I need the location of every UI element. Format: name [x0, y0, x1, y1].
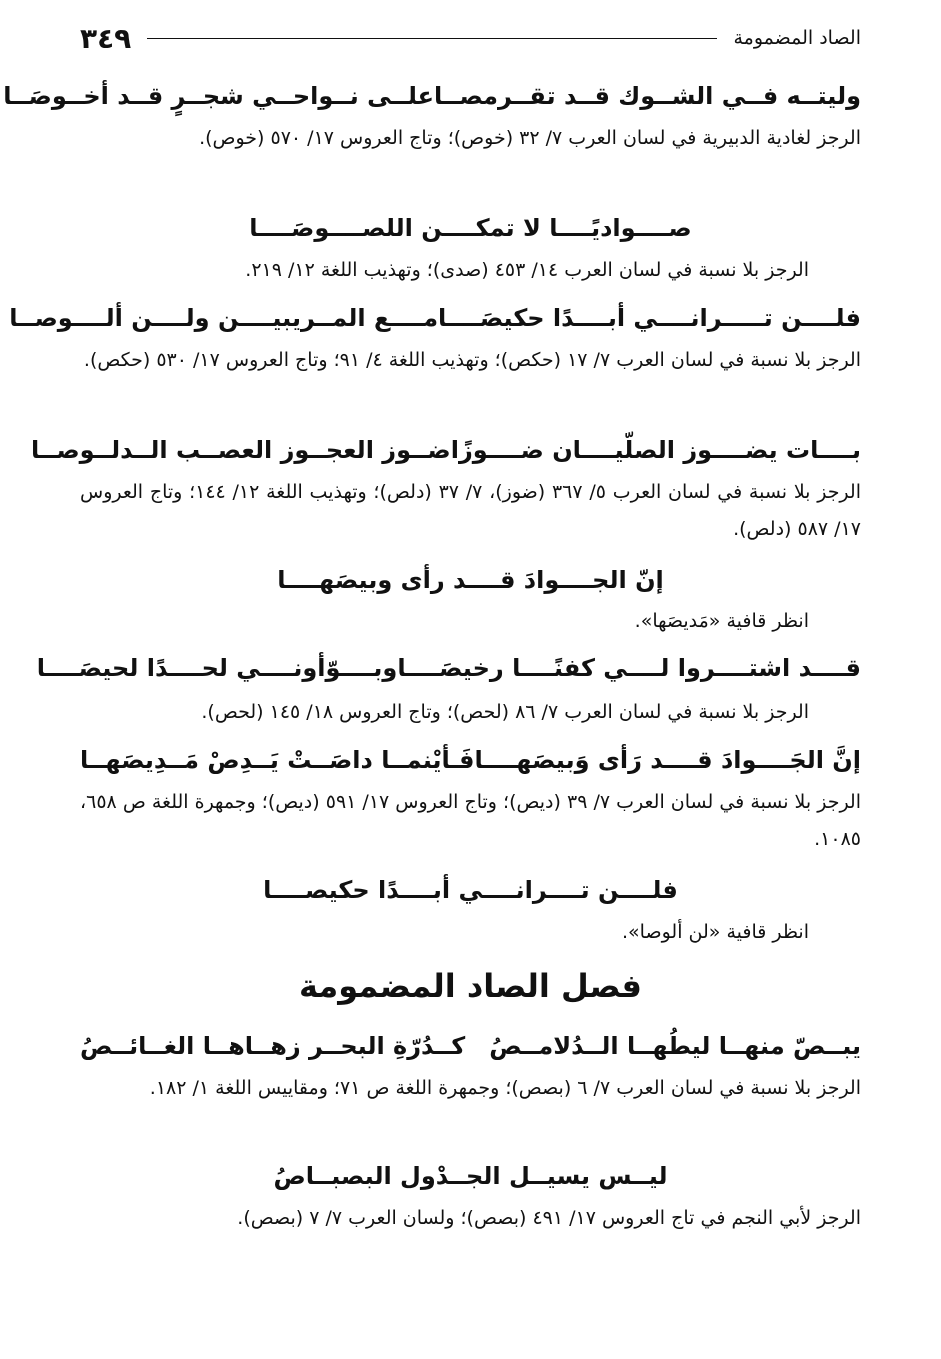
verse-hemistich-first: بــــات يضــــوز الصلّيــــان ضــــوزًا	[450, 436, 861, 464]
verse-line	[80, 740, 861, 780]
verse-line	[3, 76, 861, 116]
source-note: انظر قافية «لن ألوصا».	[622, 921, 809, 943]
verse-single: ليــس يسيــل الجــدْول البصبــاصُ	[273, 1162, 668, 1190]
verse-hemistich-second: مــــع المــريبيــــن ولــــن ألــــوصــا	[9, 304, 439, 332]
source-note: الرجز بلا نسبة في لسان العرب ٥/ ٣٦٧ (ضوز)، ٧/ ٣٧ (دلص)؛ وتهذيب اللغة ١٢/ ١٤٤؛ وتاج العروس ١٧/ ٥٨٧ (دلص).	[80, 481, 861, 540]
verse-single: فلــــن تــــرانــــي أبــــدًا حكيصــــا	[263, 876, 678, 904]
header-rule	[147, 38, 717, 39]
source-note: الرجز لغادية الدبيرية في لسان العرب ٧/ ٣٢ (خوص)؛ وتاج العروس ١٧/ ٥٧٠ (خوص).	[199, 127, 861, 149]
verse-line	[80, 1026, 861, 1066]
verse-single: إنّ الجــــوادَ قــــد رأى وبيصَهــــا	[277, 566, 664, 594]
running-title: الصاد المضمومة	[733, 27, 861, 49]
verse-hemistich-second: علــى نــواحــي شجــرٍ قــد أخــوصَــا	[3, 82, 435, 110]
page-number: ٣٤٩	[80, 21, 132, 55]
source-note: الرجز بلا نسبة في لسان العرب ٧/ ٣٩ (ديص)؛ وتاج العروس ١٧/ ٥٩١ (ديص)؛ وجمهرة اللغة ص ٦٥٨، ١٠٨٥.	[80, 791, 862, 850]
source-note: الرجز لأبي النجم في تاج العروس ١٧/ ٤٩١ (بصص)؛ ولسان العرب ٧/ ٧ (بصص).	[237, 1207, 861, 1229]
verse-hemistich-second: كــدُرّةِ البحــر زهــاهــا الغــائــصُ	[80, 1032, 466, 1060]
verse-line	[80, 870, 861, 910]
source-note: الرجز بلا نسبة في لسان العرب ٧/ ١٧ (حكص)؛ وتهذيب اللغة ٤/ ٩١؛ وتاج العروس ١٧/ ٥٣٠ (حكص).	[83, 349, 861, 371]
verse-line	[80, 1156, 861, 1196]
source-note: انظر قافية «مَديصَها».	[634, 610, 809, 632]
verse-single: صــــواديًــــا لا تمكــــن اللصــــوصَــــا	[249, 214, 692, 242]
source-note: الرجز بلا نسبة في لسان العرب ٧/ ٨٦ (لحص)؛ وتاج العروس ١٨/ ١٤٥ (لحص).	[201, 701, 809, 723]
verse-hemistich-second: فَـأيْنمــا داصَــتْ يَــدِصْ مَــدِيصَهــا	[79, 746, 475, 774]
verse-hemistich-first: وليتــه فــي الشــوك قــد تقــرمصــا	[434, 82, 861, 110]
verse-hemistich-first: فلــــن تـــــرانــــي أبــــدًا حكيصَــــا	[438, 304, 861, 332]
verse-hemistich-second: ضــوز العجــوز العصــب الــدلــوصــا	[31, 436, 451, 464]
verse-line	[36, 648, 861, 688]
verse-hemistich-first: إنَّ الجَــــوادَ قــــد رَأى وَبيصَهــــا	[474, 746, 861, 774]
verse-line	[80, 208, 861, 248]
verse-hemistich-first: قــــد اشتــــروا لــــي كفنًــــا رخيصَــــا	[397, 654, 861, 682]
page-header	[80, 18, 861, 58]
verse-line	[9, 298, 861, 338]
verse-hemistich-second: وبــــوّأونــــي لحــــدًا لحيصَــــا	[36, 654, 398, 682]
source-note: الرجز بلا نسبة في لسان العرب ٧/ ٦ (بصص)؛ وجمهرة اللغة ص ٧١؛ ومقاييس اللغة ١/ ١٨٢.	[149, 1077, 861, 1099]
section-heading: فصل الصاد المضمومة	[299, 967, 642, 1005]
source-note: الرجز بلا نسبة في لسان العرب ١٤/ ٤٥٣ (صدى)؛ وتهذيب اللغة ١٢/ ٢١٩.	[245, 259, 809, 281]
verse-line	[31, 430, 861, 470]
verse-hemistich-first: يبــصّ منهــا ليطُهــا الــدُلامــصُ	[489, 1032, 861, 1060]
verse-line	[80, 560, 861, 600]
